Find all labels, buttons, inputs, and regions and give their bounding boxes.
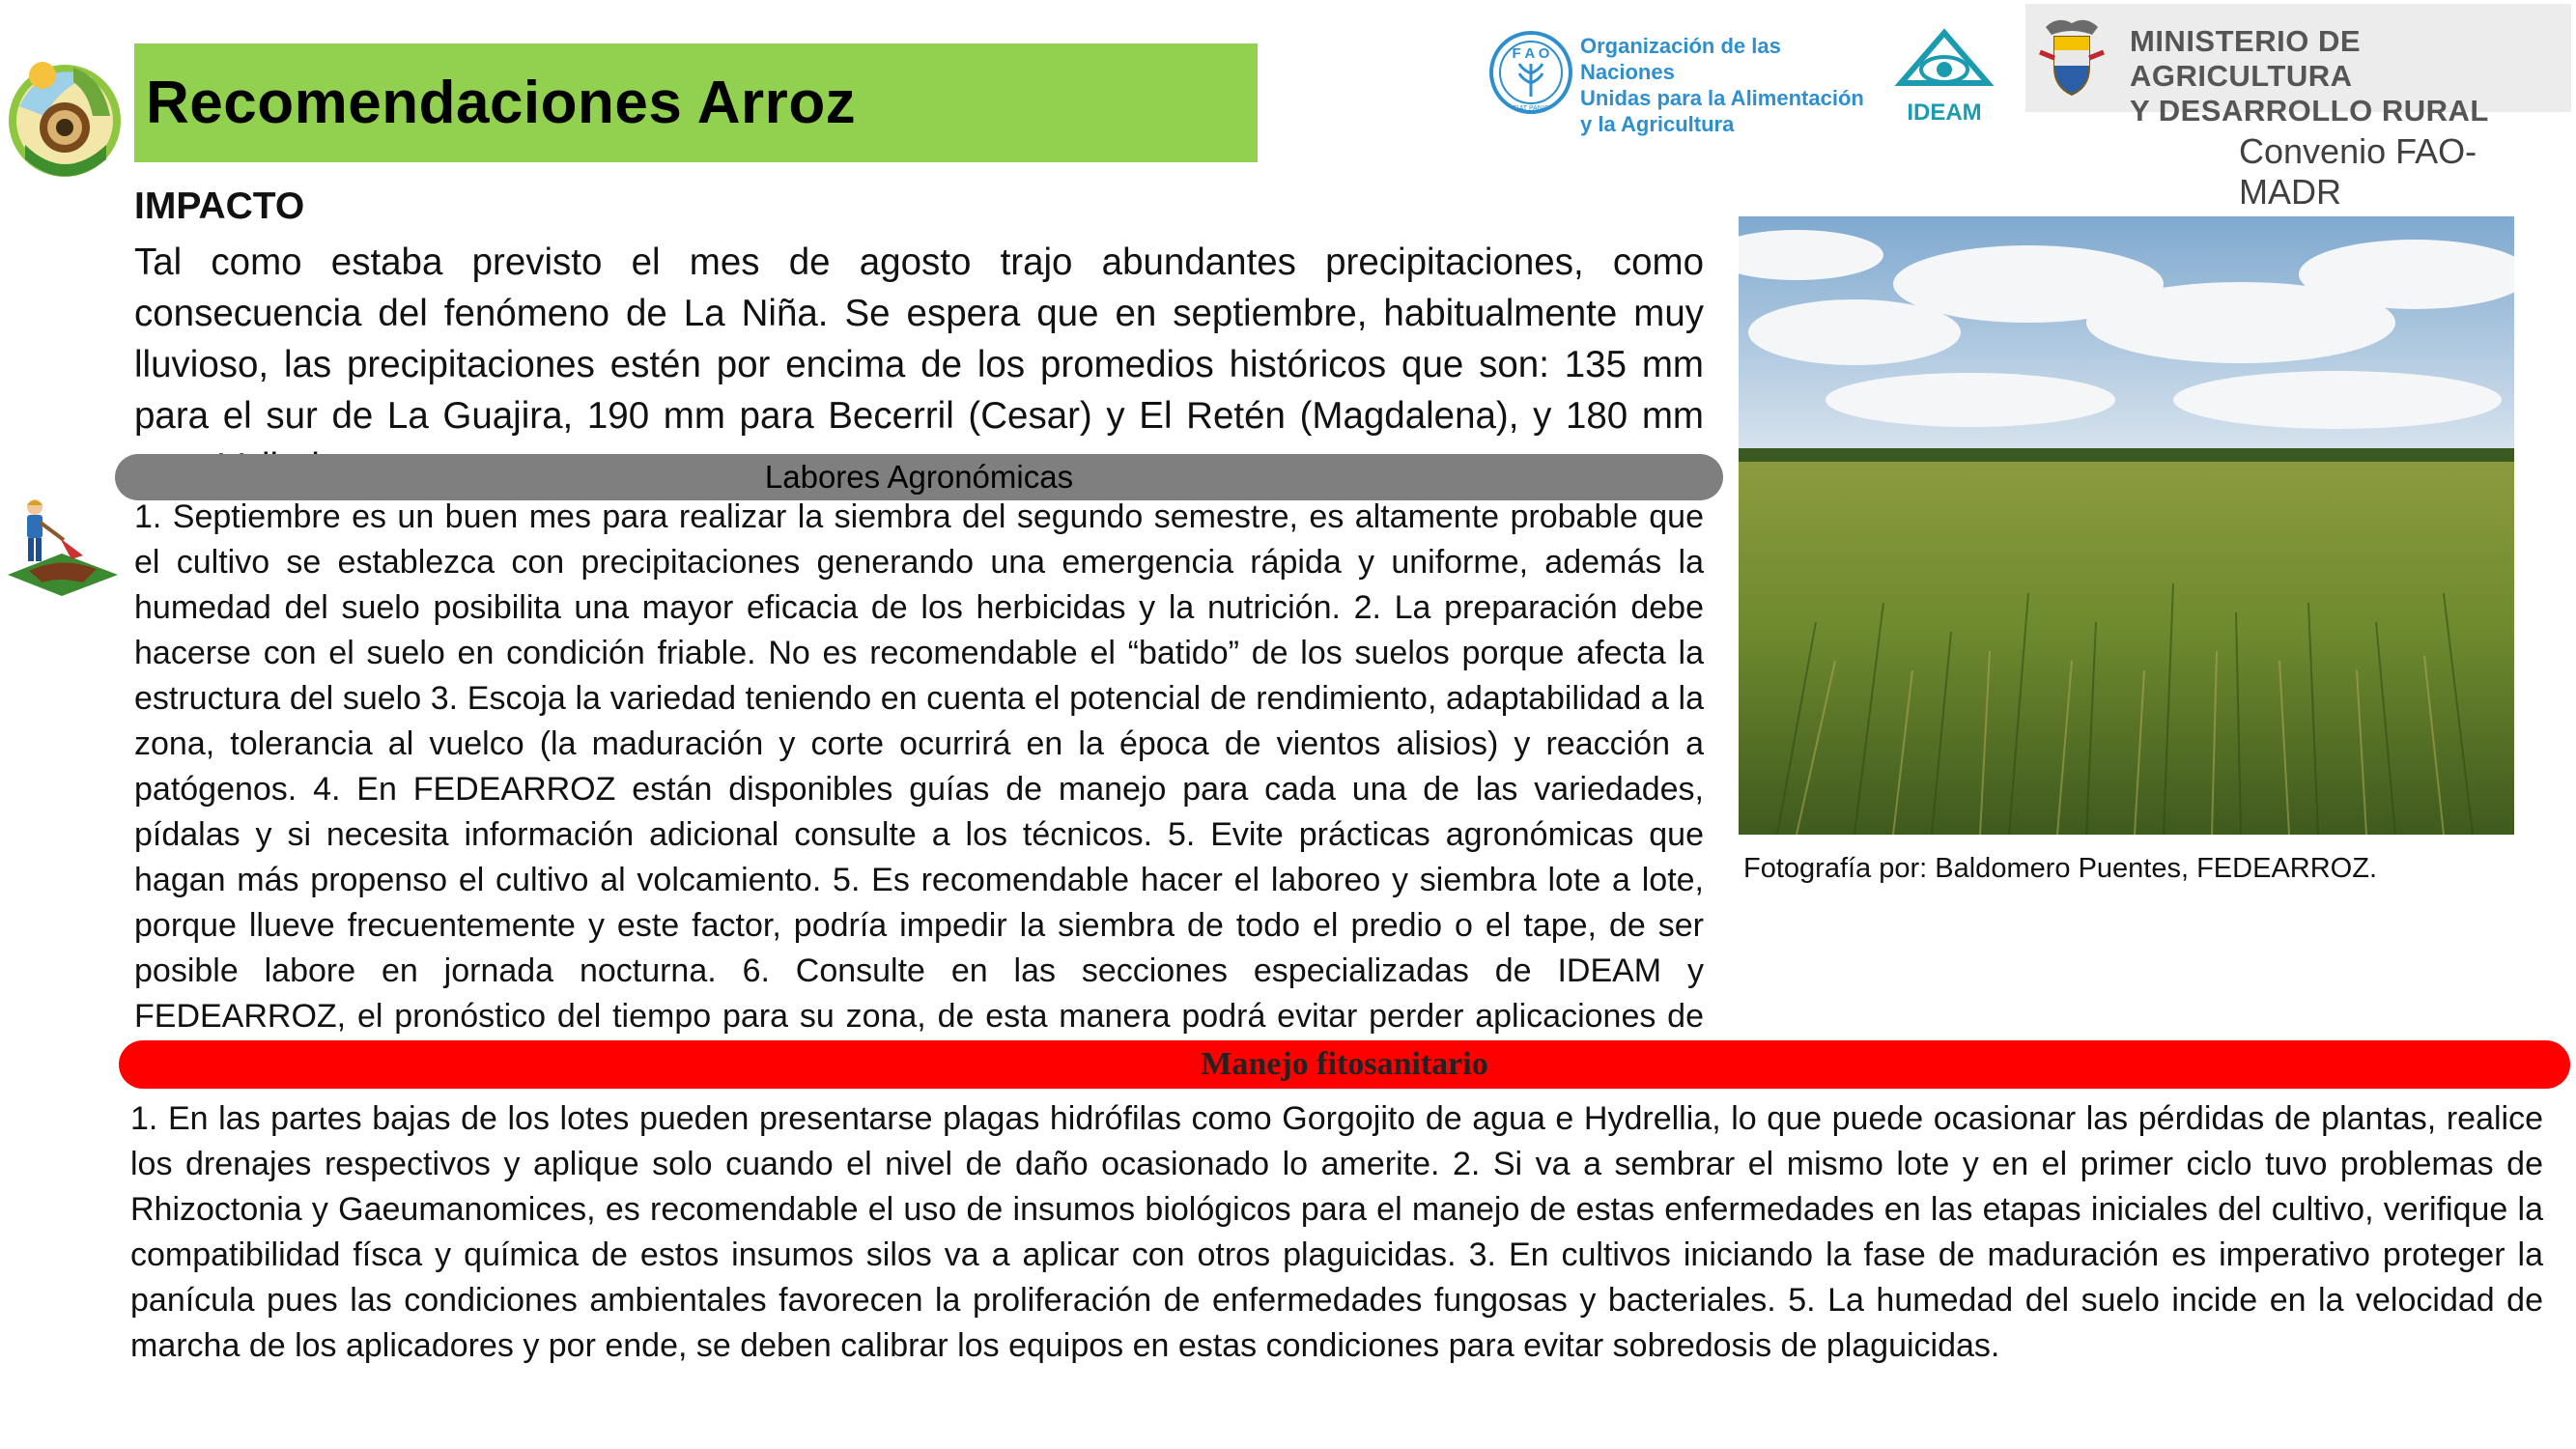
rice-field-photo bbox=[1739, 216, 2514, 835]
ministry-line: MINISTERIO DE AGRICULTURA bbox=[2130, 24, 2362, 93]
manejo-heading: Manejo fitosanitario bbox=[1201, 1046, 1488, 1082]
fao-line: y la Agricultura bbox=[1580, 112, 1735, 136]
labores-section-bar bbox=[115, 454, 1723, 500]
fao-organization-name bbox=[1580, 33, 1870, 137]
page-title: Recomendaciones Arroz bbox=[146, 70, 857, 136]
convenio-label: Convenio FAO-MADR bbox=[2239, 131, 2477, 212]
svg-text:F A O: F A O bbox=[1512, 45, 1550, 62]
fao-line: Unidas para la Alimentación bbox=[1580, 86, 1864, 110]
manejo-paragraph: 1. En las partes bajas de los lotes pueden presentarse plagas hidrófilas como Gorgojito de agua e Hydrellia, lo que puede ocasionar las pérdidas de plantas, realice los drenajes respectivos y aplique solo cuando el nivel de daño ocasionado lo amerite. 2. Si va a sembrar el mismo lote y en el primer ciclo tuvo problemas de Rhizoctonia y Gaeumanomices, es recomendable el uso de insumos biológicos para el manejo de estas enfermedades en las etapas iniciales del cultivo, verifique la compatibilidad físca y química de estos insumos silos va a aplicar con otros plaguicidas. 3. En cultivos iniciando la fase de maduración es imperativo proteger la panícula pues las condiciones ambientales favorecen la proliferación de enfermedades fungosas y bacteriales. 5. La humedad del suelo incide en la velocidad de marcha de los aplicadores y por ende, se deben calibrar los equipos en estas condiciones para evitar sobredosis de plaguicidas. bbox=[130, 1100, 2543, 1364]
photo-caption: Fotografía por: Baldomero Puentes, FEDEARROZ. bbox=[1743, 853, 2377, 884]
labores-paragraph: 1. Septiembre es un buen mes para realizar la siembra del segundo semestre, es altamente probable que el cultivo se establezca con precipitaciones generando una emergencia rápida y uniforme, además la humedad del suelo posibilita una mayor eficacia de los herbicidas y la nutrición. 2. La preparación debe hacerse con el suelo en condición friable. No es recomendable el “batido” de los suelos porque afecta la estructura del suelo 3. Escoja la variedad teniendo en cuenta el potencial de rendimiento, adaptabilidad a la zona, tolerancia al vuelco (la maduración y corte ocurrirá en la época de vientos alisios) y reacción a patógenos. 4. En FEDEARROZ están disponibles guías de manejo para cada una de las variedades, pídalas y si necesita información adicional consulte a los técnicos. 5. Evite prácticas agronómicas que hagan más propenso el cultivo al volcamiento. 5. Es recomendable hacer el laboreo y siembra lote a lote, porque llueve frecuentemente y este factor, podría impedir la siembra de todo el predio o el tape, de ser posible labore en jornada nocturna. 6. Consulte en las secciones especializadas de IDEAM y FEDEARROZ, el pronóstico del tiempo para su zona, de esta manera podrá evitar perder aplicaciones de bbox=[134, 498, 1704, 1035]
impacto-paragraph: Tal como estaba previsto el mes de agosto trajo abundantes precipitaciones, como consecuencia del fenómeno de La Niña. Se espera que en septiembre, habitualmente muy lluvioso, las precipitaciones estén por encima de los promedios históricos que son: 135 mm para el sur de La Guajira, 190 mm para Becerril (Cesar) y El Retén (Magdalena), y 180 mm bbox=[134, 242, 1704, 437]
ideam-label: IDEAM bbox=[1907, 99, 1982, 124]
fao-emblem bbox=[1487, 29, 1574, 116]
ministry-name bbox=[2130, 24, 2576, 128]
colombia-coat-of-arms-icon bbox=[2038, 14, 2106, 99]
ministry-line: Y DESARROLLO RURAL bbox=[2130, 94, 2489, 128]
fao-line: Organización de las Naciones bbox=[1580, 34, 1781, 84]
ideam-logo bbox=[1891, 27, 1997, 124]
fao-ring-text: FIAT PANIS bbox=[1513, 105, 1549, 112]
impacto-heading: IMPACTO bbox=[134, 185, 305, 227]
manejo-section-bar bbox=[119, 1040, 2570, 1089]
title-bar bbox=[134, 43, 1258, 162]
labores-heading: Labores Agronómicas bbox=[764, 459, 1074, 495]
farmer-plowing-icon bbox=[4, 497, 120, 599]
program-logo bbox=[6, 39, 124, 180]
